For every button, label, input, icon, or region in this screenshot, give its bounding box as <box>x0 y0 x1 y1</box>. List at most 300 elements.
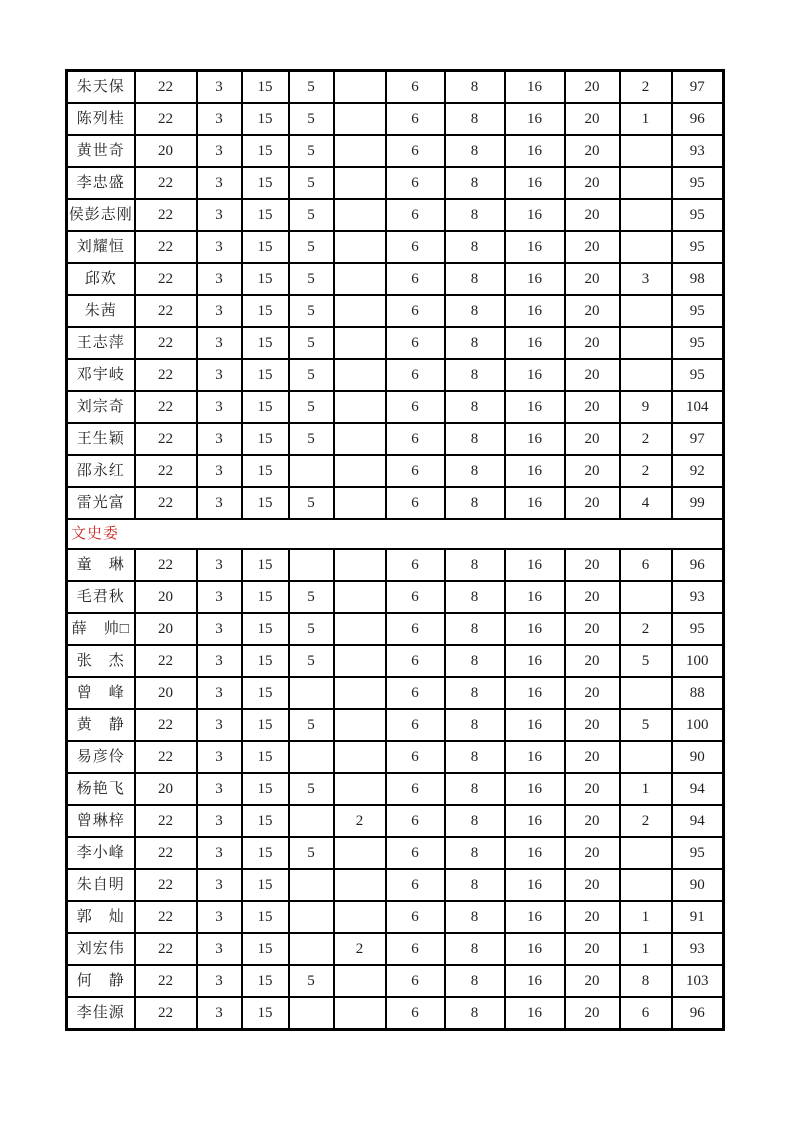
score-cell: 8 <box>445 423 505 455</box>
score-cell: 16 <box>505 709 565 741</box>
score-cell: 95 <box>672 837 724 869</box>
score-cell: 95 <box>672 231 724 263</box>
score-cell: 15 <box>242 677 289 709</box>
score-cell: 5 <box>289 965 334 997</box>
score-cell: 8 <box>445 455 505 487</box>
score-cell <box>334 295 386 327</box>
score-cell <box>334 135 386 167</box>
score-cell <box>334 837 386 869</box>
score-cell: 92 <box>672 455 724 487</box>
score-cell <box>334 455 386 487</box>
score-cell: 93 <box>672 581 724 613</box>
score-cell: 22 <box>135 837 197 869</box>
member-name-cell: 黄 静 <box>67 709 135 741</box>
score-cell: 5 <box>289 167 334 199</box>
score-cell: 3 <box>197 423 242 455</box>
score-cell: 20 <box>565 901 620 933</box>
score-cell: 5 <box>289 135 334 167</box>
score-table <box>65 69 725 1031</box>
score-cell: 16 <box>505 837 565 869</box>
score-cell: 2 <box>620 423 672 455</box>
score-cell: 8 <box>445 581 505 613</box>
score-cell: 20 <box>135 613 197 645</box>
score-cell: 22 <box>135 167 197 199</box>
score-cell: 16 <box>505 645 565 677</box>
score-cell: 22 <box>135 869 197 901</box>
score-cell: 3 <box>197 263 242 295</box>
score-cell: 8 <box>445 135 505 167</box>
score-cell <box>620 677 672 709</box>
score-cell: 22 <box>135 741 197 773</box>
score-cell: 5 <box>289 263 334 295</box>
score-cell <box>289 455 334 487</box>
score-cell <box>334 741 386 773</box>
score-cell <box>334 263 386 295</box>
member-name-cell: 黄世奇 <box>67 135 135 167</box>
table-row <box>67 869 724 901</box>
score-cell: 22 <box>135 487 197 519</box>
score-cell: 6 <box>386 901 445 933</box>
score-cell <box>289 549 334 581</box>
section-header-label: 文史委 <box>67 519 724 549</box>
score-cell: 16 <box>505 295 565 327</box>
score-cell: 16 <box>505 741 565 773</box>
score-cell <box>334 487 386 519</box>
score-cell: 16 <box>505 71 565 104</box>
score-cell <box>334 71 386 104</box>
score-cell: 96 <box>672 549 724 581</box>
score-cell: 8 <box>445 199 505 231</box>
score-cell: 8 <box>445 549 505 581</box>
score-cell: 15 <box>242 837 289 869</box>
score-cell: 16 <box>505 231 565 263</box>
score-cell: 3 <box>197 613 242 645</box>
score-cell: 6 <box>386 677 445 709</box>
score-cell: 15 <box>242 773 289 805</box>
score-cell: 20 <box>565 837 620 869</box>
score-cell: 15 <box>242 327 289 359</box>
score-cell: 22 <box>135 359 197 391</box>
score-cell: 98 <box>672 263 724 295</box>
score-cell: 15 <box>242 709 289 741</box>
score-cell: 93 <box>672 135 724 167</box>
score-cell: 5 <box>289 359 334 391</box>
score-cell: 1 <box>620 773 672 805</box>
score-cell <box>620 359 672 391</box>
score-cell: 5 <box>289 773 334 805</box>
score-cell: 93 <box>672 933 724 965</box>
score-cell: 6 <box>620 549 672 581</box>
score-cell: 90 <box>672 741 724 773</box>
score-cell: 16 <box>505 997 565 1030</box>
score-cell <box>334 199 386 231</box>
score-cell: 20 <box>565 359 620 391</box>
score-cell <box>620 581 672 613</box>
score-cell: 20 <box>565 965 620 997</box>
table-row <box>67 901 724 933</box>
table-row <box>67 741 724 773</box>
score-cell: 15 <box>242 199 289 231</box>
score-cell: 3 <box>197 167 242 199</box>
score-cell: 1 <box>620 933 672 965</box>
score-cell: 22 <box>135 423 197 455</box>
score-cell: 3 <box>197 549 242 581</box>
score-cell: 22 <box>135 645 197 677</box>
score-cell: 5 <box>289 581 334 613</box>
member-name-cell: 毛君秋 <box>67 581 135 613</box>
score-cell: 3 <box>197 359 242 391</box>
score-cell: 6 <box>386 645 445 677</box>
score-cell: 3 <box>197 391 242 423</box>
score-cell <box>334 359 386 391</box>
table-row <box>67 263 724 295</box>
score-cell: 1 <box>620 103 672 135</box>
score-cell: 3 <box>197 741 242 773</box>
table-row <box>67 103 724 135</box>
member-name-cell: 李忠盛 <box>67 167 135 199</box>
score-cell <box>334 327 386 359</box>
score-cell: 20 <box>565 773 620 805</box>
score-cell: 5 <box>289 613 334 645</box>
score-cell: 3 <box>197 327 242 359</box>
score-cell: 8 <box>445 805 505 837</box>
score-cell: 20 <box>565 295 620 327</box>
score-cell: 5 <box>289 231 334 263</box>
table-row <box>67 487 724 519</box>
score-cell: 22 <box>135 997 197 1030</box>
score-cell: 6 <box>386 549 445 581</box>
score-cell: 6 <box>386 805 445 837</box>
score-cell: 15 <box>242 263 289 295</box>
score-cell <box>334 423 386 455</box>
member-name-cell: 曾琳梓 <box>67 805 135 837</box>
score-cell: 6 <box>386 231 445 263</box>
score-cell: 22 <box>135 933 197 965</box>
member-name-cell: 王志萍 <box>67 327 135 359</box>
score-cell: 16 <box>505 773 565 805</box>
score-cell: 6 <box>386 741 445 773</box>
score-cell <box>334 773 386 805</box>
score-cell: 8 <box>445 837 505 869</box>
score-cell: 16 <box>505 805 565 837</box>
score-cell <box>620 199 672 231</box>
score-cell: 20 <box>565 263 620 295</box>
score-cell: 8 <box>445 167 505 199</box>
score-cell: 8 <box>445 869 505 901</box>
member-name-cell: 朱天保 <box>67 71 135 104</box>
score-cell: 15 <box>242 71 289 104</box>
score-cell: 95 <box>672 359 724 391</box>
score-cell: 8 <box>445 327 505 359</box>
score-cell: 15 <box>242 741 289 773</box>
score-cell: 16 <box>505 167 565 199</box>
score-cell: 15 <box>242 869 289 901</box>
score-cell: 22 <box>135 965 197 997</box>
score-cell: 90 <box>672 869 724 901</box>
score-cell: 6 <box>386 581 445 613</box>
score-cell: 22 <box>135 295 197 327</box>
table-row <box>67 933 724 965</box>
score-cell: 103 <box>672 965 724 997</box>
score-cell: 8 <box>445 965 505 997</box>
score-cell <box>289 869 334 901</box>
score-cell: 3 <box>197 805 242 837</box>
score-cell: 6 <box>386 71 445 104</box>
score-cell: 16 <box>505 135 565 167</box>
member-name-cell: 李佳源 <box>67 997 135 1030</box>
score-cell <box>620 869 672 901</box>
member-name-cell: 刘宏伟 <box>67 933 135 965</box>
score-cell: 6 <box>386 103 445 135</box>
score-cell: 99 <box>672 487 724 519</box>
score-cell: 15 <box>242 997 289 1030</box>
score-cell: 6 <box>386 263 445 295</box>
score-cell: 3 <box>197 901 242 933</box>
score-cell <box>334 869 386 901</box>
table-row <box>67 359 724 391</box>
score-cell: 3 <box>620 263 672 295</box>
score-cell: 15 <box>242 581 289 613</box>
score-cell: 20 <box>565 549 620 581</box>
score-cell: 20 <box>565 805 620 837</box>
score-cell: 16 <box>505 549 565 581</box>
score-cell: 6 <box>386 869 445 901</box>
score-cell: 16 <box>505 263 565 295</box>
score-cell: 4 <box>620 487 672 519</box>
score-cell: 6 <box>620 997 672 1030</box>
score-cell: 6 <box>386 135 445 167</box>
score-cell: 6 <box>386 167 445 199</box>
score-cell: 16 <box>505 613 565 645</box>
score-cell: 22 <box>135 263 197 295</box>
score-cell: 8 <box>445 391 505 423</box>
score-cell: 5 <box>289 199 334 231</box>
score-cell: 16 <box>505 423 565 455</box>
score-cell: 8 <box>445 645 505 677</box>
score-cell <box>334 613 386 645</box>
score-cell <box>334 231 386 263</box>
member-name-cell: 杨艳飞 <box>67 773 135 805</box>
score-cell: 20 <box>565 869 620 901</box>
score-cell: 22 <box>135 327 197 359</box>
score-cell: 16 <box>505 455 565 487</box>
score-cell: 8 <box>445 901 505 933</box>
score-cell: 22 <box>135 901 197 933</box>
score-cell: 6 <box>386 837 445 869</box>
score-cell: 16 <box>505 965 565 997</box>
table-row <box>67 549 724 581</box>
score-cell: 20 <box>135 677 197 709</box>
score-cell: 22 <box>135 71 197 104</box>
score-cell: 20 <box>135 135 197 167</box>
score-cell: 5 <box>289 487 334 519</box>
score-cell: 8 <box>445 231 505 263</box>
score-cell: 97 <box>672 71 724 104</box>
score-cell: 100 <box>672 645 724 677</box>
score-cell: 5 <box>289 709 334 741</box>
score-cell: 20 <box>565 199 620 231</box>
score-cell: 22 <box>135 231 197 263</box>
score-cell: 16 <box>505 327 565 359</box>
score-cell: 5 <box>289 71 334 104</box>
member-name-cell: 朱茜 <box>67 295 135 327</box>
score-cell <box>620 167 672 199</box>
score-cell <box>289 741 334 773</box>
score-cell: 20 <box>565 709 620 741</box>
score-cell: 20 <box>565 997 620 1030</box>
score-cell: 20 <box>565 71 620 104</box>
score-cell: 104 <box>672 391 724 423</box>
score-cell: 6 <box>386 199 445 231</box>
score-cell: 6 <box>386 933 445 965</box>
score-cell: 20 <box>565 487 620 519</box>
score-cell <box>334 677 386 709</box>
score-cell: 16 <box>505 487 565 519</box>
score-cell: 97 <box>672 423 724 455</box>
score-cell: 3 <box>197 709 242 741</box>
score-cell: 3 <box>197 581 242 613</box>
table-row <box>67 773 724 805</box>
score-cell: 95 <box>672 295 724 327</box>
score-cell: 5 <box>289 645 334 677</box>
score-cell: 5 <box>289 391 334 423</box>
score-cell <box>289 997 334 1030</box>
score-cell: 100 <box>672 709 724 741</box>
score-cell: 3 <box>197 455 242 487</box>
score-cell: 20 <box>565 613 620 645</box>
score-cell: 6 <box>386 423 445 455</box>
score-cell: 20 <box>565 327 620 359</box>
score-cell: 16 <box>505 391 565 423</box>
member-name-cell: 陈列桂 <box>67 103 135 135</box>
score-cell <box>289 933 334 965</box>
score-cell: 15 <box>242 901 289 933</box>
table-row <box>67 837 724 869</box>
score-cell: 3 <box>197 199 242 231</box>
member-name-cell: 郭 灿 <box>67 901 135 933</box>
member-name-cell: 张 杰 <box>67 645 135 677</box>
score-cell: 8 <box>445 741 505 773</box>
table-row <box>67 645 724 677</box>
score-cell: 8 <box>445 709 505 741</box>
score-cell: 91 <box>672 901 724 933</box>
score-cell: 22 <box>135 805 197 837</box>
score-cell: 8 <box>445 933 505 965</box>
score-cell: 15 <box>242 487 289 519</box>
score-table-body <box>67 71 724 1030</box>
member-name-cell: 薛 帅□ <box>67 613 135 645</box>
member-name-cell: 侯彭志刚 <box>67 199 135 231</box>
score-cell: 15 <box>242 933 289 965</box>
score-cell: 20 <box>565 231 620 263</box>
score-cell: 16 <box>505 199 565 231</box>
score-cell: 15 <box>242 167 289 199</box>
score-cell <box>620 327 672 359</box>
score-cell: 15 <box>242 103 289 135</box>
score-cell: 15 <box>242 359 289 391</box>
score-cell <box>289 805 334 837</box>
score-cell: 3 <box>197 677 242 709</box>
member-name-cell: 何 静 <box>67 965 135 997</box>
score-cell: 5 <box>289 295 334 327</box>
table-row <box>67 295 724 327</box>
table-row <box>67 709 724 741</box>
score-cell: 8 <box>445 487 505 519</box>
score-cell: 20 <box>565 741 620 773</box>
member-name-cell: 邱欢 <box>67 263 135 295</box>
score-cell: 6 <box>386 359 445 391</box>
score-cell: 94 <box>672 773 724 805</box>
score-cell: 15 <box>242 455 289 487</box>
member-name-cell: 李小峰 <box>67 837 135 869</box>
score-cell: 3 <box>197 645 242 677</box>
score-cell: 88 <box>672 677 724 709</box>
score-cell: 20 <box>565 103 620 135</box>
table-row <box>67 231 724 263</box>
score-cell: 15 <box>242 135 289 167</box>
score-cell: 8 <box>445 295 505 327</box>
score-cell: 2 <box>334 805 386 837</box>
table-row <box>67 327 724 359</box>
table-row <box>67 135 724 167</box>
member-name-cell: 曾 峰 <box>67 677 135 709</box>
score-cell: 8 <box>445 773 505 805</box>
score-cell: 2 <box>334 933 386 965</box>
score-cell: 6 <box>386 487 445 519</box>
score-cell: 15 <box>242 613 289 645</box>
score-cell: 22 <box>135 709 197 741</box>
score-cell: 3 <box>197 869 242 901</box>
table-row <box>67 71 724 104</box>
score-cell: 22 <box>135 391 197 423</box>
score-cell: 96 <box>672 997 724 1030</box>
score-cell: 95 <box>672 613 724 645</box>
score-cell: 3 <box>197 103 242 135</box>
score-cell: 16 <box>505 581 565 613</box>
score-cell: 3 <box>197 837 242 869</box>
score-cell: 5 <box>620 645 672 677</box>
score-cell: 8 <box>445 71 505 104</box>
score-cell: 6 <box>386 997 445 1030</box>
score-cell <box>334 997 386 1030</box>
score-cell: 20 <box>565 933 620 965</box>
score-cell: 8 <box>620 965 672 997</box>
table-row <box>67 677 724 709</box>
score-cell: 3 <box>197 965 242 997</box>
score-cell: 16 <box>505 677 565 709</box>
score-cell <box>334 965 386 997</box>
score-cell: 96 <box>672 103 724 135</box>
table-row <box>67 997 724 1030</box>
score-cell: 6 <box>386 391 445 423</box>
table-row <box>67 805 724 837</box>
score-cell: 3 <box>197 135 242 167</box>
score-cell: 6 <box>386 709 445 741</box>
member-name-cell: 朱自明 <box>67 869 135 901</box>
score-cell: 8 <box>445 103 505 135</box>
score-cell: 3 <box>197 295 242 327</box>
score-cell <box>620 295 672 327</box>
score-cell: 20 <box>565 581 620 613</box>
score-cell: 6 <box>386 295 445 327</box>
score-cell: 6 <box>386 613 445 645</box>
score-cell: 8 <box>445 997 505 1030</box>
score-cell: 22 <box>135 103 197 135</box>
member-name-cell: 刘耀恒 <box>67 231 135 263</box>
table-row <box>67 391 724 423</box>
member-name-cell: 雷光富 <box>67 487 135 519</box>
score-cell: 22 <box>135 199 197 231</box>
